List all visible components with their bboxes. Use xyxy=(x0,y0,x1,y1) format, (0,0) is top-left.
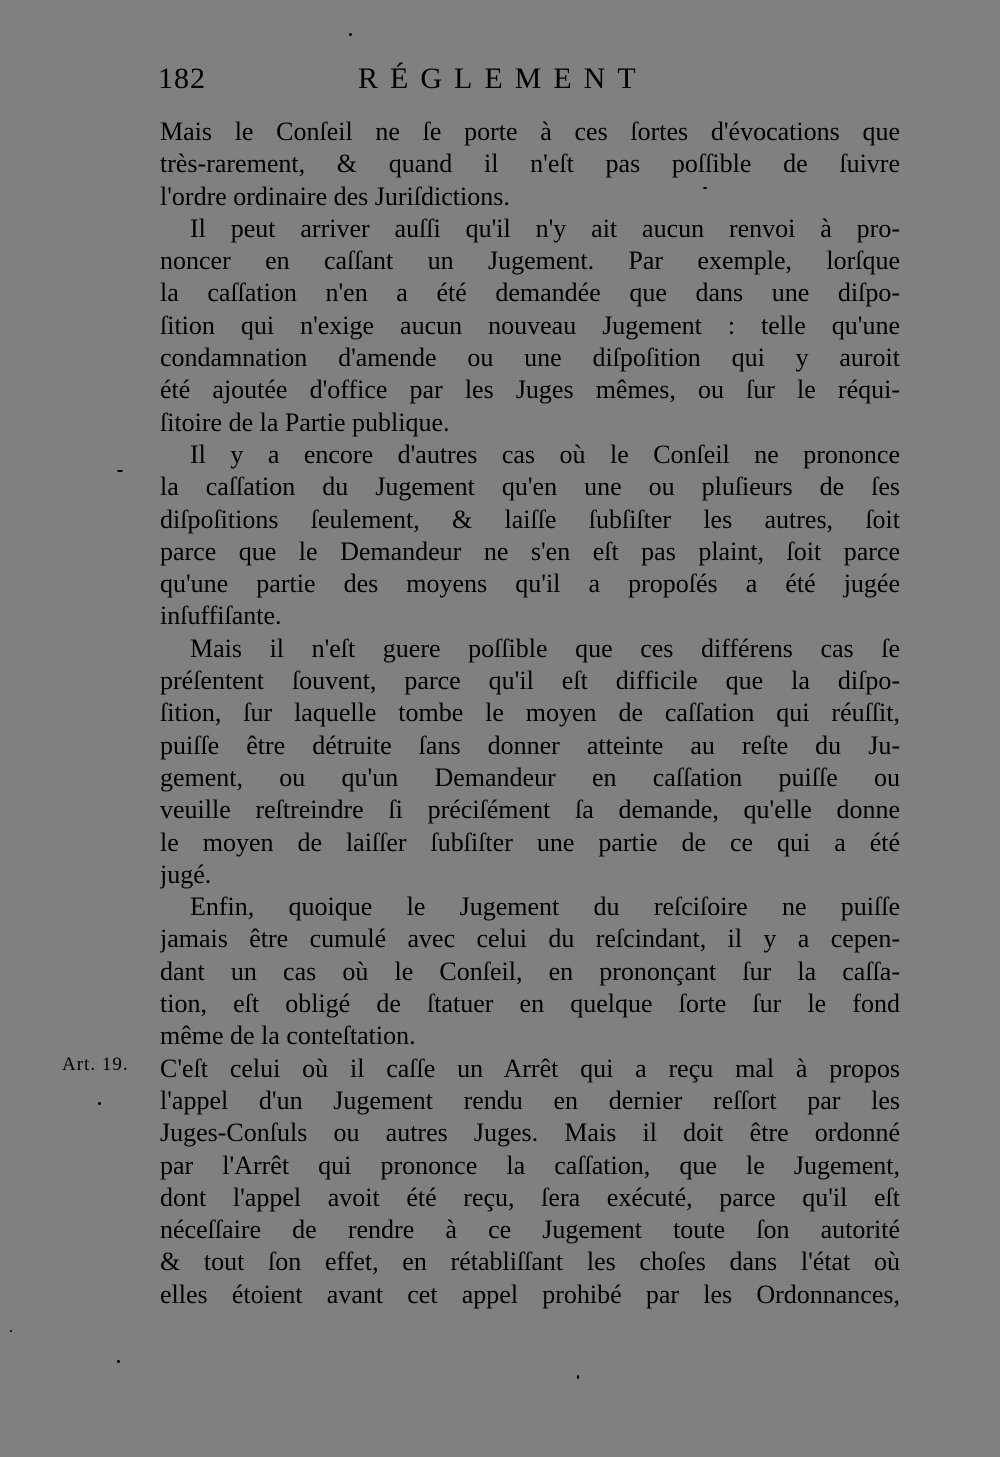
text-line: le moyen de laiſſer ſubſiſter une partie de ce qui a été xyxy=(160,827,900,857)
text-line: elles étoient avant cet appel prohibé par les Ordonnances, xyxy=(160,1279,900,1309)
running-head: RÉGLEMENT xyxy=(358,62,648,95)
text-line: condamnation d'amende ou une diſpoſition qui y auroit xyxy=(160,343,900,373)
text-line: & tout ſon effet, en rétabliſſant les choſes dans l'état où xyxy=(160,1247,900,1277)
text-line: ſitoire de la Partie publique. xyxy=(160,407,450,437)
ink-speck xyxy=(117,470,123,472)
text-line: ſition, ſur laquelle tombe le moyen de caſſation qui réuſſit, xyxy=(160,698,900,728)
text-line: puiſſe être détruite ſans donner atteinte au reſte du Ju- xyxy=(160,730,900,760)
margin-note-article: Art. 19. xyxy=(62,1054,129,1075)
page-header xyxy=(158,62,898,102)
text-line: Il y a encore d'autres cas où le Conſeil ne prononce xyxy=(190,439,900,469)
ink-speck xyxy=(10,1330,12,1332)
text-line: la caſſation n'en a été demandée que dans une diſpo- xyxy=(160,278,900,308)
text-line: très-rarement, & quand il n'eſt pas poſſible de ſuivre xyxy=(160,149,900,179)
ink-speck xyxy=(703,187,707,189)
ink-speck xyxy=(577,1375,579,1379)
ink-speck xyxy=(117,1360,120,1363)
text-line: dont l'appel avoit été reçu, ſera exécuté, parce qu'il eſt xyxy=(160,1182,900,1212)
text-line: Mais le Conſeil ne ſe porte à ces ſortes d'évocations que xyxy=(160,117,900,146)
text-line: noncer en caſſant un Jugement. Par exemple, lorſque xyxy=(160,246,900,276)
text-line: même de la conteſtation. xyxy=(160,1021,416,1051)
text-line: parce que le Demandeur ne s'en eſt pas plaint, ſoit parce xyxy=(160,536,900,566)
text-line: Il peut arriver auſſi qu'il n'y ait aucun renvoi à pro- xyxy=(190,213,900,243)
text-line: Juges-Conſuls ou autres Juges. Mais il doit être ordonné xyxy=(160,1118,900,1148)
text-line: l'ordre ordinaire des Juriſdictions. xyxy=(160,181,510,211)
text-line: par l'Arrêt qui prononce la caſſation, que le Jugement, xyxy=(160,1150,900,1180)
body-text xyxy=(160,116,900,1311)
text-line: l'appel d'un Jugement rendu en dernier reſſort par les xyxy=(160,1085,900,1115)
text-line: qu'une partie des moyens qu'il a propoſés a été jugée xyxy=(160,569,900,599)
text-line: néceſſaire de rendre à ce Jugement toute ſon autorité xyxy=(160,1215,900,1245)
text-line: jugé. xyxy=(160,859,212,889)
text-line: tion, eſt obligé de ſtatuer en quelque ſorte ſur le fond xyxy=(160,989,900,1019)
text-line: préſentent ſouvent, parce qu'il eſt difficile que la diſpo- xyxy=(160,666,900,696)
text-line: dant un cas où le Conſeil, en prononçant ſur la caſſa- xyxy=(160,956,900,986)
text-line: Enfin, quoique le Jugement du reſciſoire ne puiſſe xyxy=(190,892,900,922)
text-line: la caſſation du Jugement qu'en une ou pluſieurs de ſes xyxy=(160,472,900,502)
text-line: gement, ou qu'un Demandeur en caſſation puiſſe ou xyxy=(160,762,900,792)
text-line: ſition qui n'exige aucun nouveau Jugement : telle qu'une xyxy=(160,310,900,340)
text-line: Mais il n'eſt guere poſſible que ces différens cas ſe xyxy=(190,633,900,663)
ink-speck xyxy=(98,1102,101,1105)
text-line: été ajoutée d'office par les Juges mêmes, ou ſur le réqui- xyxy=(160,375,900,405)
text-line: C'eſt celui où il caſſe un Arrêt qui a reçu mal à propos xyxy=(160,1053,900,1083)
text-line: inſuffiſante. xyxy=(160,601,282,631)
text-line: jamais être cumulé avec celui du reſcindant, il y a cepen- xyxy=(160,924,900,954)
ink-speck xyxy=(349,33,352,36)
text-line: veuille reſtreindre ſi préciſément ſa demande, qu'elle donne xyxy=(160,795,900,825)
page-number: 182 xyxy=(158,62,206,95)
text-line: diſpoſitions ſeulement, & laiſſe ſubſiſter les autres, ſoit xyxy=(160,504,900,534)
